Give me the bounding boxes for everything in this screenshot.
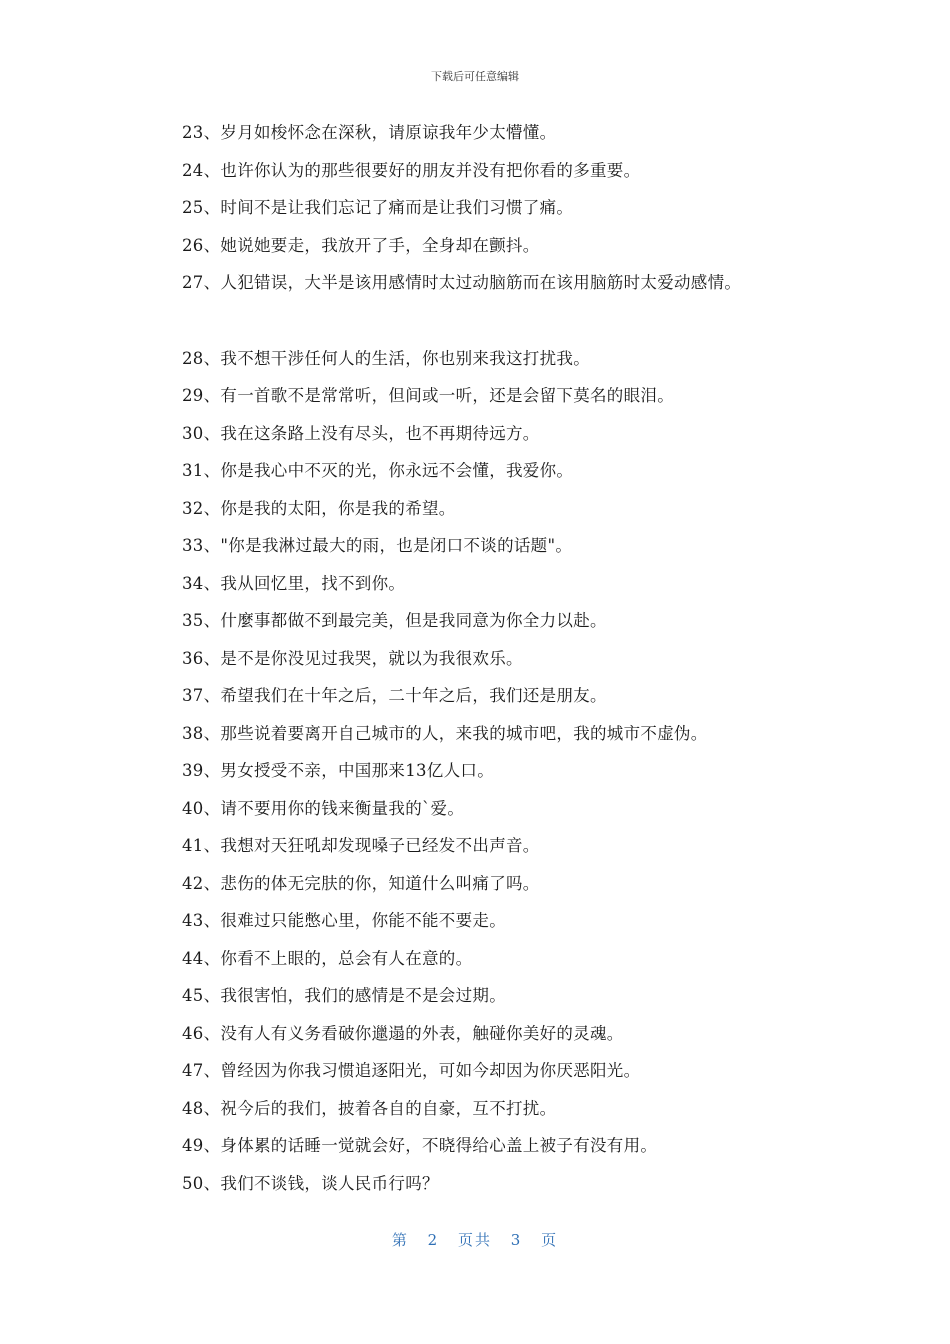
quote-line: 26、她说她要走，我放开了手，全身却在颤抖。 [182,235,540,255]
quote-group [182,344,902,1207]
quote-line: 50、我们不谈钱，谈人民币行吗？ [182,1173,439,1193]
quote-line: 46、没有人有义务看破你邋遢的外表，触碰你美好的灵魂。 [182,1023,624,1043]
quote-line: 39、男女授受不亲，中国那来13亿人口。 [182,761,494,780]
quote-line: 24、也许你认为的那些很要好的朋友并没有把你看的多重要。 [182,160,641,180]
quote-line: 28、我不想干涉任何人的生活，你也别来我这打扰我。 [182,348,590,368]
quote-line: 25、时间不是让我们忘记了痛而是让我们习惯了痛。 [182,198,574,217]
quote-line: 45、我很害怕，我们的感情是不是会过期。 [182,986,506,1005]
quote-line: 30、我在这条路上没有尽头，也不再期待远方。 [182,423,540,443]
quote-line: 43、很难过只能憋心里，你能不能不要走。 [182,911,506,930]
quote-line: 40、请不要用你的钱来衡量我的`爱。 [182,798,465,818]
quote-line: 27、人犯错误，大半是该用感情时太过动脑筋而在该用脑筋时太爱动感情。 [182,273,742,292]
quote-line: 34、我从回忆里，找不到你。 [182,573,406,593]
quote-line: 47、曾经因为你我习惯追逐阳光，可如今却因为你厌恶阳光。 [182,1061,641,1080]
quote-line: 38、那些说着要离开自己城市的人，来我的城市吧，我的城市不虚伪。 [182,723,708,743]
page-number-footer: 第 2 页共 3 页 [391,1231,559,1249]
quote-line: 37、希望我们在十年之后，二十年之后，我们还是朋友。 [182,686,607,705]
quote-line: 31、你是我心中不灭的光，你永远不会懂，我爱你。 [182,461,574,480]
quote-line: 35、什麼事都做不到最完美，但是我同意为你全力以赴。 [182,611,607,630]
quote-line: 23、岁月如梭怀念在深秋，请原谅我年少太懵懂。 [182,123,557,142]
quote-line: 32、你是我的太阳，你是我的希望。 [182,498,456,518]
quote-line: 33、"你是我淋过最大的雨，也是闭口不谈的话题"。 [182,536,573,555]
quote-line: 41、我想对天狂吼却发现嗓子已经发不出声音。 [182,836,540,855]
quote-line: 42、悲伤的体无完肤的你，知道什么叫痛了吗。 [182,873,540,893]
quote-group [182,118,902,306]
quote-line: 48、祝今后的我们，披着各自的自豪，互不打扰。 [182,1098,557,1118]
quote-line: 49、身体累的话睡一觉就会好，不晓得给心盖上被子有没有用。 [182,1136,658,1155]
page-header: 下载后可任意编辑 [431,70,519,83]
quote-line: 29、有一首歌不是常常听，但间或一听，还是会留下莫名的眼泪。 [182,386,674,405]
quote-list [182,118,902,1206]
quote-line: 36、是不是你没见过我哭，就以为我很欢乐。 [182,648,523,668]
quote-line: 44、你看不上眼的，总会有人在意的。 [182,948,473,968]
